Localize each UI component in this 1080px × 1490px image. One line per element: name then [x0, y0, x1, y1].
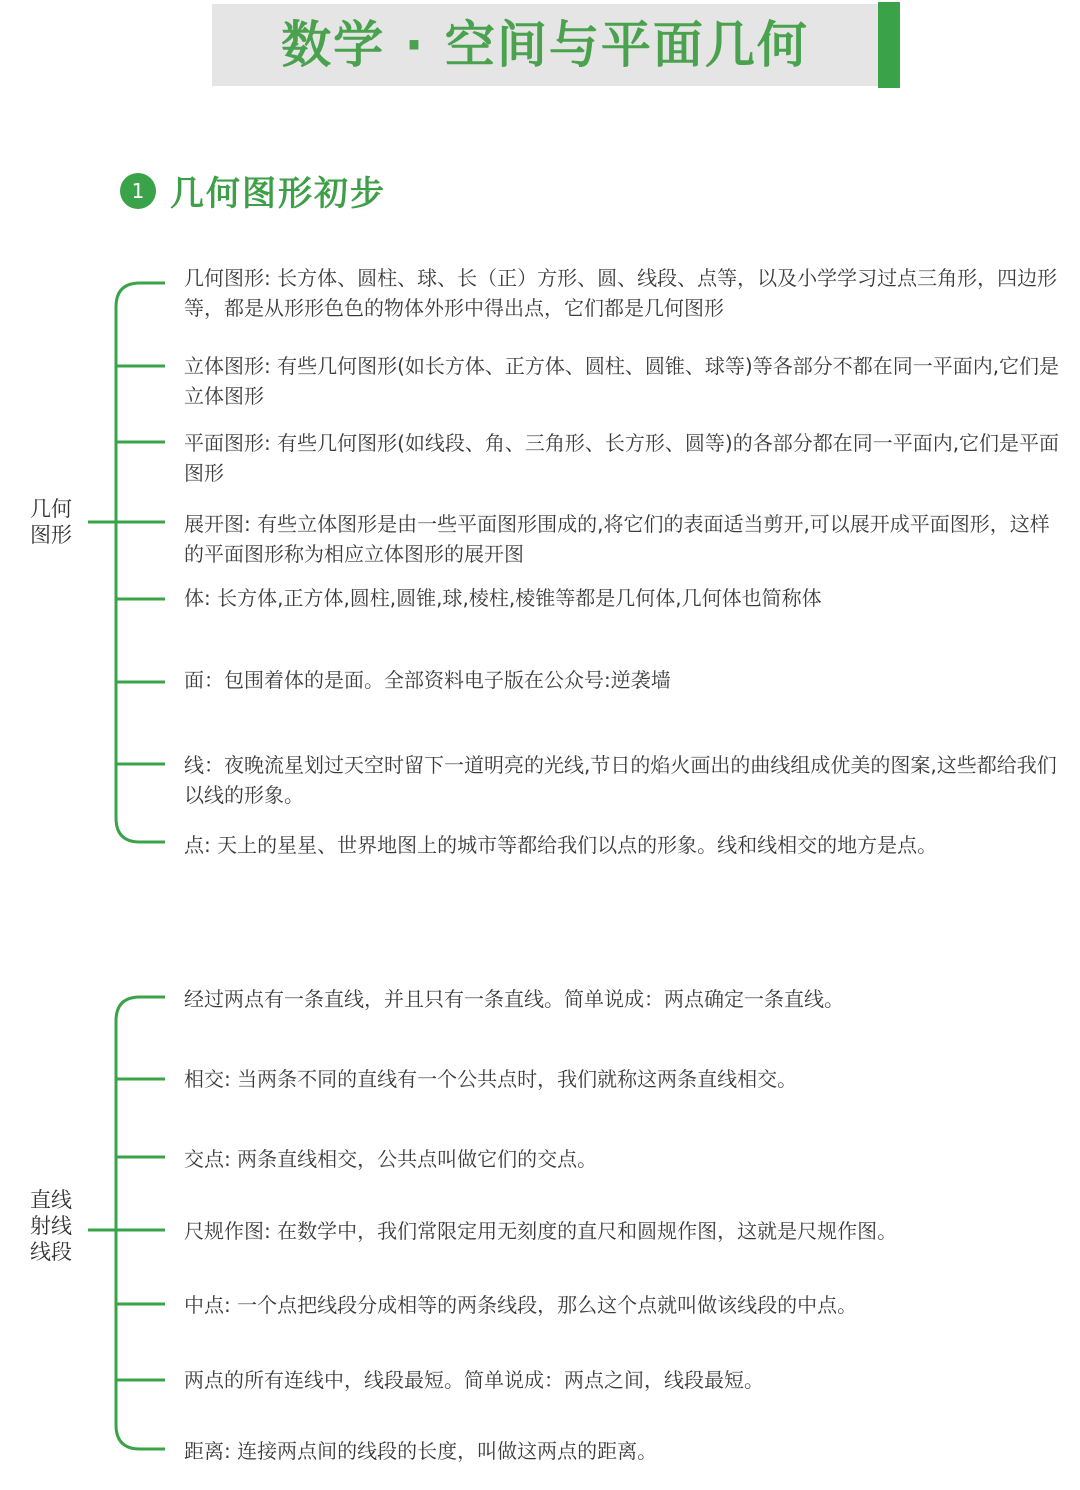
list-item: 两点的所有连线中，线段最短。简单说成：两点之间，线段最短。	[184, 1368, 764, 1392]
section-title: 几何图形初步	[170, 174, 386, 214]
list-item: 面：包围着体的是面。全部资料电子版在公众号:逆袭墙	[184, 668, 671, 692]
list-item: 几何图形: 长方体、圆柱、球、长（正）方形、圆、线段、点等，以及小学学习过点三角形，四边形等，都是从形形色色的物体外形中得出点，它们都是几何图形	[184, 266, 1058, 320]
list-item: 立体图形: 有些几何图形(如长方体、正方体、圆柱、圆锥、球等)等各部分不都在同一平面内,它们是立体图形	[184, 354, 1060, 408]
list-item: 交点: 两条直线相交，公共点叫做它们的交点。	[184, 1147, 598, 1171]
list-item: 相交: 当两条不同的直线有一个公共点时，我们就称这两条直线相交。	[184, 1067, 798, 1091]
group-label-geometry: 几何 图形	[30, 497, 72, 547]
list-item: 尺规作图: 在数学中，我们常限定用无刻度的直尺和圆规作图，这就是尺规作图。	[184, 1219, 898, 1243]
list-item: 经过两点有一条直线，并且只有一条直线。简单说成：两点确定一条直线。	[184, 987, 844, 1011]
section-number-badge: 1	[120, 173, 156, 209]
group-label-lines: 直线 射线 线段	[30, 1188, 72, 1264]
list-item: 线：夜晚流星划过天空时留下一道明亮的光线,节日的焰火画出的曲线组成优美的图案,这些都给我们以线的形象。	[184, 753, 1057, 807]
list-item: 点: 天上的星星、世界地图上的城市等都给我们以点的形象。线和线相交的地方是点。	[184, 833, 938, 857]
list-item: 体: 长方体,正方体,圆柱,圆锥,球,棱柱,棱锥等都是几何体,几何体也简称体	[184, 586, 822, 610]
title-accent-bar	[878, 2, 900, 88]
list-item: 展开图: 有些立体图形是由一些平面图形围成的,将它们的表面适当剪开,可以展开成平面图形，这样的平面图形称为相应立体图形的展开图	[184, 512, 1050, 566]
page-title: 数学 · 空间与平面几何	[281, 16, 809, 74]
list-item: 距离: 连接两点间的线段的长度，叫做这两点的距离。	[184, 1439, 658, 1463]
tree-bracket-lines	[0, 0, 180, 1490]
list-item: 平面图形: 有些几何图形(如线段、角、三角形、长方形、圆等)的各部分都在同一平面内,它们是平面图形	[184, 431, 1060, 485]
list-item: 中点: 一个点把线段分成相等的两条线段，那么这个点就叫做该线段的中点。	[184, 1293, 858, 1317]
